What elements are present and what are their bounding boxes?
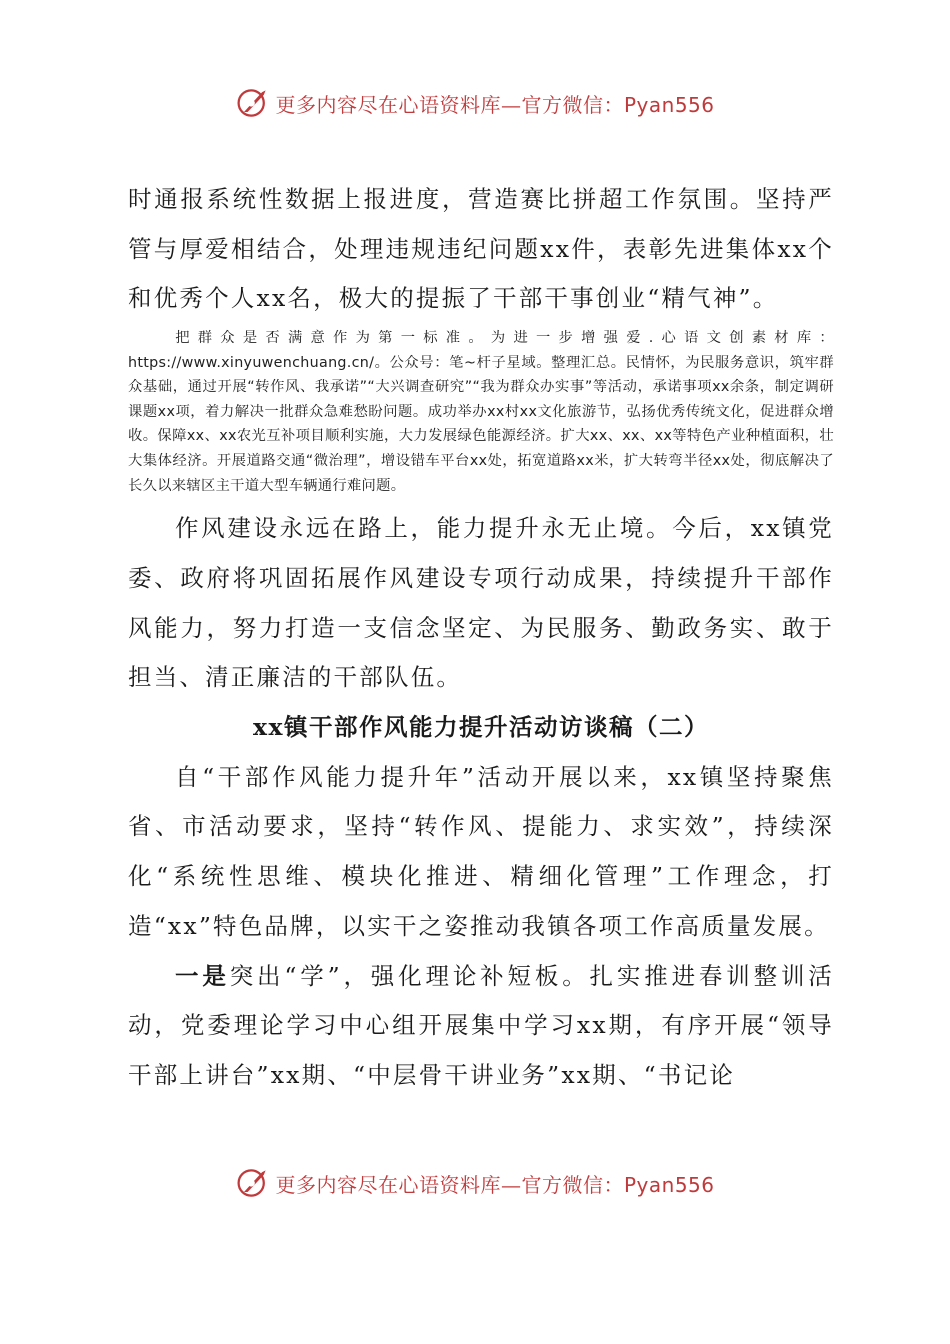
- document-body: [128, 175, 834, 1101]
- paragraph-5-text: 突出“学”，强化理论补短板。扎实推进春训整训活动，党委理论学习中心组开展集中学习xx期，有序开展“领导干部上讲台”xx期、“中层骨干讲业务”xx期、“书记论: [128, 961, 834, 1089]
- quill-logo-icon: [235, 85, 271, 121]
- paragraph-3: 作风建设永远在路上，能力提升永无止境。今后，xx镇党委、政府将巩固拓展作风建设专项行动成果，持续提升干部作风能力，努力打造一支信念坚定、为民服务、勤政务实、敢于担当、清正廉洁的干部队伍。: [128, 514, 834, 692]
- wechat-id: Pyan556: [623, 92, 715, 117]
- paragraph-5: [128, 952, 834, 1101]
- header-banner-text: 更多内容尽在心语资料库—官方微信：Pyan556: [275, 92, 715, 117]
- paragraph-2: 把群众是否满意作为第一标准。为进一步增强爱.心语文创素材库：https://www.xinyuwenchuang.cn/。公众号：笔~杆子星域。整理汇总。民情怀，为民服务意识，筑牢群众基础，通过开展“转作风、我承诺”“大兴调查研究”“我为群众办实事”等活动，承诺事项xx余条，制定调研课题xx项，着力解决一批群众急难愁盼问题。成功举办xx村xx文化旅游节，弘扬优秀传统文化，促进群众增收。保障xx、xx农光互补项目顺利实施，大力发展绿色能源经济。扩大xx、xx、xx等特色产业种植面积，壮大集体经济。开展道路交通“微治理”，增设错车平台xx处，拓宽道路xx米，扩大转弯半径xx处，彻底解决了长久以来辖区主干道大型车辆通行难问题。: [128, 330, 834, 494]
- footer-banner: [0, 1160, 950, 1206]
- footer-banner-text: 更多内容尽在心语资料库—官方微信：Pyan556: [275, 1172, 715, 1197]
- wechat-id: Pyan556: [623, 1172, 715, 1197]
- section-heading: xx镇干部作风能力提升活动访谈稿（二）: [252, 713, 710, 742]
- paragraph-4: 自“干部作风能力提升年”活动开展以来，xx镇坚持聚焦省、市活动要求，坚持“转作风、提能力、求实效”，持续深化“系统性思维、模块化推进、精细化管理”工作理念，打造“xx”特色品牌，以实干之姿推动我镇各项工作高质量发展。: [128, 762, 834, 940]
- paragraph-1: 时通报系统性数据上报进度，营造赛比拼超工作氛围。坚持严管与厚爱相结合，处理违规违纪问题xx件，表彰先进集体xx个和优秀个人xx名，极大的提振了干部干事创业“精气神”。: [128, 185, 834, 313]
- header-banner: [0, 80, 950, 126]
- quill-logo-icon: [235, 1165, 271, 1201]
- paragraph-5-lead: 一是: [175, 961, 230, 990]
